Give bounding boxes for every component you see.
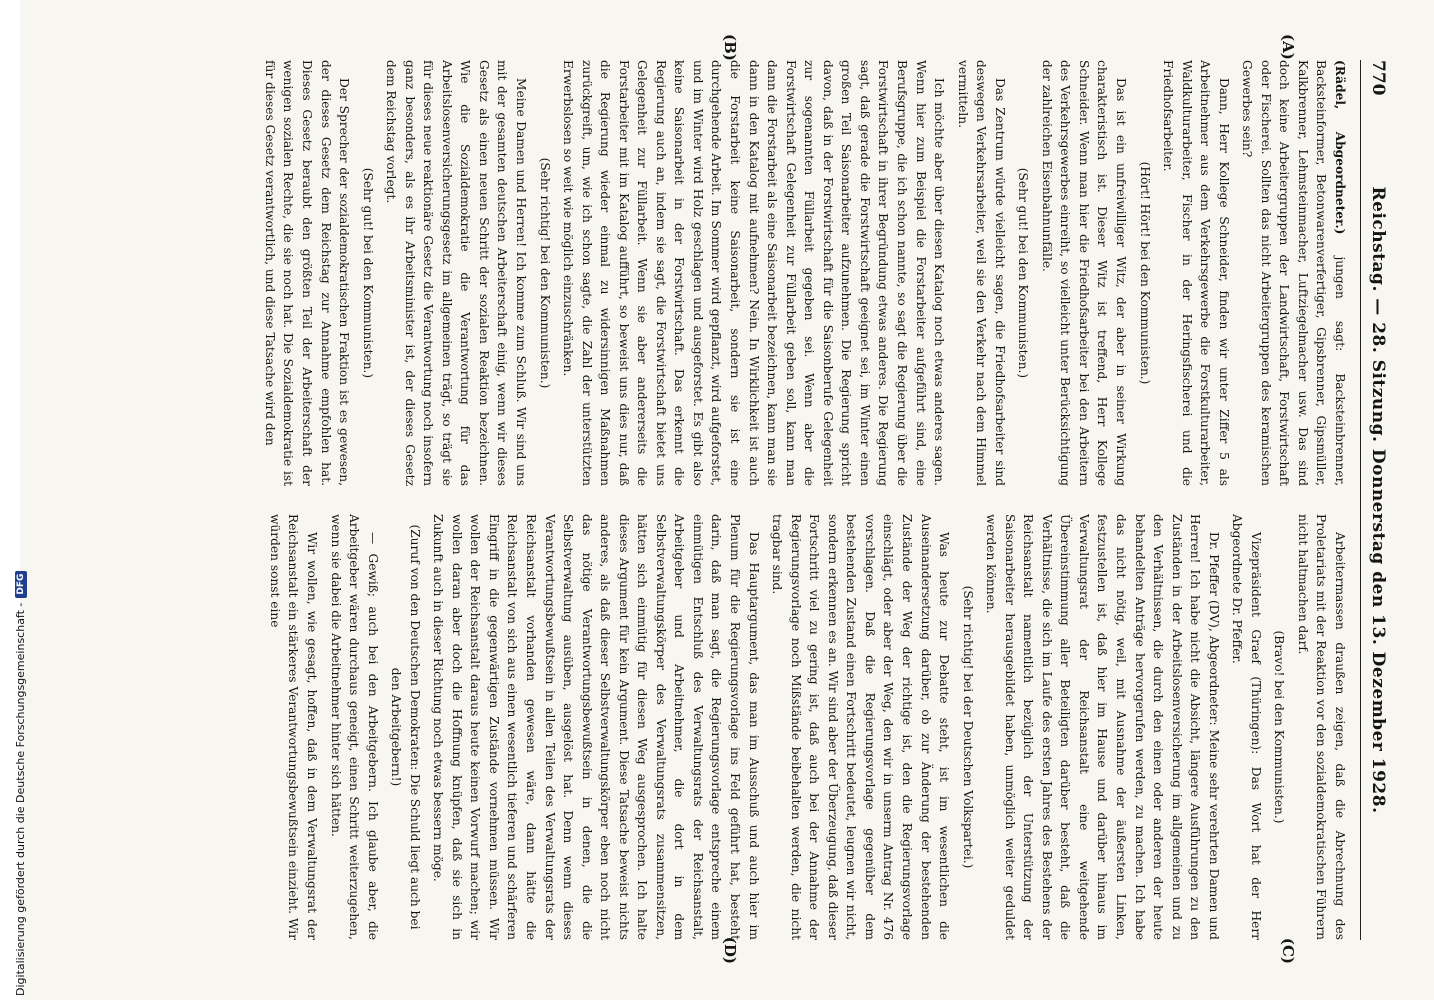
paragraph: Ich möchte aber über diesen Katalog noch etwas anderes sagen. Wenn hier zum Beispiel die Forstarbeiter aufgeführt sind, eine Berufsgruppe, die ich schon nannte, so sagt die Regierung über die Forstwirtschaft in ihrer Begründung etwas anderes. Die Regierung sagt, daß gerade die Forstwirtschaft geeignet sei, im Winter einen großen Teil Saisonarbeiter aufzunehmen. Die Regierung spricht davon, daß in der Forstwirtschaft für die Saisonberufe Gelegenheit zur sogenannten Füllarbeit gegeben sei. Wenn aber die Forstwirtschaft Gelegenheit zur Füllarbeit geben soll, kann man dann die Forstarbeit als eine Saisonarbeit bezeichnen, kann man sie dann in den Katalog mit aufnehmen? Nein. In Wirklichkeit ist auch die Forstarbeit keine Saisonarbeit, sondern sie ist eine durchgehende Arbeit. Im Sommer wird gepflanzt, wird aufgeforstet, und im Winter wird Holz geschlagen und ausgeforstet. Es gibt also keine Saisonarbeit in der Forstwirtschaft. Das erkennt die Regierung auch an, indem sie sagt, die Forstwirtschaft bietet uns Gelegenheit zur Füllarbeit. Wenn sie aber andererseits die Forstarbeiter mit im Katalog aufführt, so beweist uns dies nur, daß die Regierung wieder einmal zu widersinnigen Maßnahmen zurückgreift, um, wie ich schon sagte, die Zahl der unterstützten Erwerbslosen so weit wie möglich einzuschränken.	[561, 60, 947, 486]
paragraph: Der Sprecher der sozialdemokratischen Fraktion ist es gewesen, der dieses Gesetz dem Reichstag zur Annahme empfohlen hat. Dieses Gesetz beraubt den größten Teil der Arbeiterschaft der wenigen sozialen Rechte, die sie noch hat. Die Sozialdemokratie ist für dieses Gesetz verantwortlich, und diese Tatsache wird den	[262, 60, 352, 486]
interjection: (Sehr richtig! bei der Deutschen Volkspartei.)	[960, 585, 975, 869]
paragraph: Das Hauptargument, das man im Ausschuß und auch hier im Plenum für die Regierungsvorlage ins Feld geführt hat, besteht darin, daß man sagt, die Regierungsvorlage entspreche einem einmütigen Entschluß des Verwaltungsrats der Reichsanstalt, Arbeitgeber und Arbeitnehmer, die dort in dem Selbstverwaltungskörper des Verwaltungsrats zusammensitzen, hätten sich einmütig für diesen Weg ausgesprochen. Ich halte dieses Argument für kein Argument. Diese Tatsache beweist nichts anderes, als daß dieser Selbstverwaltungskörper eben noch nicht das nötige Verantwortungsbewußtsein in denen, die die Selbstverwaltung ausüben, ausgelöst hat. Denn wenn dieses Verantwortungsbewußtsein in allen Teilen des Verwaltungsrats der Reichsanstalt vorhanden gewesen wäre, dann hätte die Reichsanstalt von sich aus einen wesentlich tieferen und schärferen Eingriff in die gegenwärtigen Zustände vornehmen müssen. Wir wollen der Reichsanstalt daraus heute keinen Vorwurf machen; wir wollen daran aber doch die Hoffnung knüpfen, daß sie sich in Zukunft auch in dieser Richtung noch etwas bessern möge.	[431, 514, 761, 940]
margin-letter-a: (A)	[1279, 34, 1297, 60]
margin-letter-c: (C)	[1279, 937, 1297, 964]
header-title: Reichstag. — 28. Sitzung. Donnerstag den 13. Dezember 1928.	[1368, 186, 1388, 814]
page-number: 770	[1368, 60, 1388, 96]
dfg-logo-icon: DFG	[15, 571, 27, 598]
speaker-name: (Rädel, Abgeordneter.)	[1333, 60, 1347, 235]
right-column-wrap	[39, 514, 1349, 964]
rotated-page-content	[25, 34, 1395, 964]
funding-strip	[0, 0, 27, 1000]
text-columns	[39, 34, 1349, 964]
margin-letter-d: (D)	[721, 936, 739, 964]
funding-notice	[14, 571, 27, 996]
paragraph: Arbeitermassen draußen zeigen, daß die Abrechnung des Proletariats mit der Reaktion vor den sozialdemokratischen Führern nicht haltmachen darf.	[1295, 514, 1347, 940]
paragraph-text: jungen sagt: Backsteinbrenner, Backsteinformer, Betonwarenverfertiger, Gipsbrenner, Gipsmüller, Kalkbrenner, Lehmsteinmacher, Luftziegelmacher usw. Das sind doch keine Arbeitergruppen der Landwirtschaft, Forstwirtschaft oder Fischerei. Sollten das nicht Arbeitergruppen des keramischen Gewerbes sein?	[1240, 60, 1347, 486]
right-column	[39, 514, 1349, 940]
paragraph: Was heute zur Debatte steht, ist im wesentlichen die Auseinandersetzung darüber, ob zur Änderung der bestehenden Zustände der Weg der richtige ist, den die Regierungsvorlage einschlägt, oder aber der Weg, den wir in unserm Antrag Nr. 476 vorschlagen. Daß die Regierungsvorlage gegenüber dem bestehenden Zustand einen Fortschritt bedeutet, leugnen wir nicht, sondern erkennen es an. Wir sind aber der Überzeugung, daß dieser Fortschritt viel zu gering ist, daß auch bei der Annahme der Regierungsvorlage noch Mißstände beibehalten werden, die nicht tragbar sind.	[770, 514, 952, 940]
margin-letter-b: (B)	[721, 34, 739, 61]
left-column	[39, 60, 1349, 486]
paragraph: Meine Damen und Herren! Ich komme zum Schluß. Wir sind uns mit der gesamten deutschen Arbeiterschaft einig, wenn wir dieses Gesetz als einen neuen Schritt der sozialen Reaktion bezeichnen. Wie die Sozialdemokratie die Verantwortung für das Arbeitslosenversicherungsgesetz im allgemeinen trägt, so trägt sie für dieses neue reaktionäre Gesetz die Verantwortung noch insofern ganz besonders, als es ihr Arbeitsminister ist, der dieses Gesetz dem Reichstag vorlegt.	[384, 60, 529, 486]
paragraph: Dann, Herr Kollege Schneider, finden wir unter Ziffer 5 als Arbeitnehmer aus dem Verkehrsgewerbe die Forstkulturarbeiter, Waldkulturarbeiter, Fischer in der Heringsfischerei und die Friedhofsarbeiter.	[1161, 60, 1231, 486]
paragraph: Vizepräsident Graef (Thüringen): Das Wort hat der Herr Abgeordnete Dr. Pfeffer.	[1230, 514, 1263, 940]
left-column-wrap	[39, 34, 1349, 486]
paragraph: Wir wollen, wie gesagt, hoffen, daß in dem Verwaltungsrat der Reichsanstalt ein stärkeres Verantwortungsbewußtsein einzieht. Wir würden sonst eine	[267, 514, 320, 940]
paragraph: — Gewiß; auch bei den Arbeitgebern. Ich glaube aber, die Arbeitgeber wären durchaus geneigt, einen Schritt weiterzugehen, wenn sie dabei die Arbeitnehmer hinter sich hätten.	[328, 514, 380, 940]
interjection: (Sehr gut! bei den Kommunisten.)	[1016, 167, 1031, 379]
interjection: (Sehr richtig! bei den Kommunisten.)	[537, 157, 552, 389]
interjection: (Zuruf von den Deutschen Demokraten: Die Schuld liegt auch bei den Arbeitgebern!)	[389, 524, 422, 930]
interjection: (Sehr gut! bei den Kommunisten.)	[360, 167, 375, 379]
interjection: (Bravo! bei den Kommunisten.)	[1272, 630, 1287, 824]
paragraph: Das ist ein unfreiwilliger Witz, der aber in seiner Wirkung charakteristisch ist. Dieser Witz ist treffend, Herr Kollege Schneider. Wenn man hier die Friedhofsarbeiter bei den Arbeitern des Verkehrsgewerbes einreiht, so vielleicht unter Berücksichtigung der zahlreichen Eisenbahnunfälle.	[1039, 60, 1128, 486]
paragraph	[1238, 60, 1349, 486]
funding-notice-text: Digitalisierung gefördert durch die Deutsche Forschungsgemeinschaft -	[14, 602, 27, 996]
interjection: (Hört! Hört! bei den Kommunisten.)	[1137, 161, 1152, 385]
paragraph: Das Zentrum würde vielleicht sagen, die Friedhofsarbeiter sind deswegen Verkehrsarbeiter, weil sie den Verkehr nach dem Himmel vermitteln.	[955, 60, 1007, 486]
page-header	[1360, 60, 1395, 940]
paragraph: Dr. Pfeffer (DV), Abgeordneter: Meine sehr verehrten Damen und Herren! Ich habe nicht die Absicht, längere Ausführungen zu den Zuständen in der Arbeitslosenversicherung im allgemeinen und zu den Verhältnissen, die durch den einen oder anderen der heute behandelten Anträge hervorgerufen werden, zu machen. Ich habe das nicht nötig, weil, mit Ausnahme der äußersten Linken, festzustellen ist, daß hier im Hause und darüber hinaus im Verwaltungsrat der Reichsanstalt eine weitgehende Übereinstimmung aller Beteiligten darüber besteht, daß die Verhältnisse, die sich im Laufe des ersten Jahres des Bestehens der Reichsanstalt namentlich bezüglich der Unterstützung der Saisonarbeiter herausgebildet haben, unmöglich weiter geduldet werden können.	[984, 514, 1221, 940]
